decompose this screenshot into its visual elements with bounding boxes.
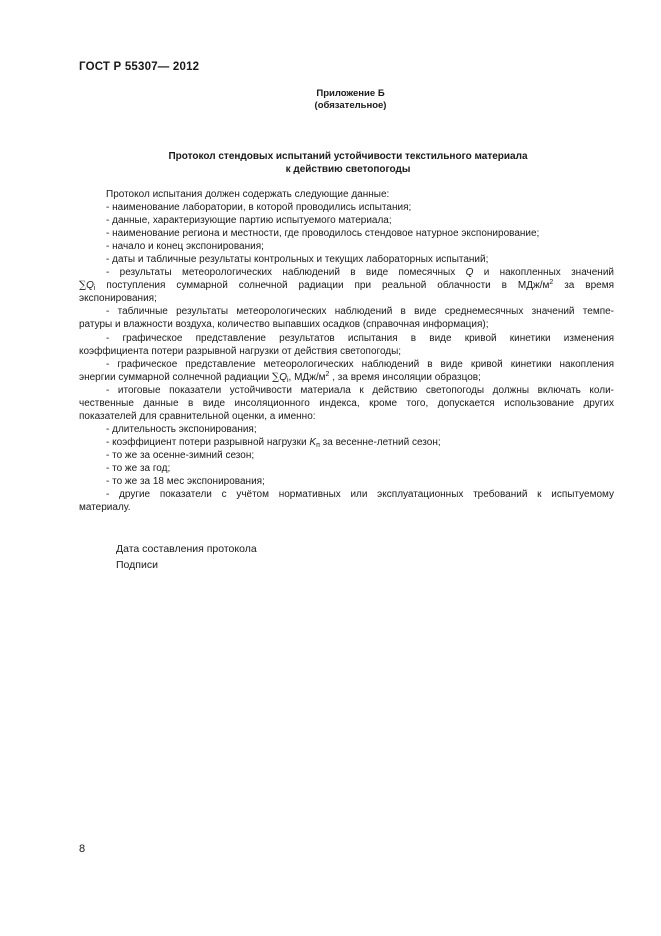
list-item: - графическое представление результатов испытания в виде кривой кинетики изменения [106, 332, 614, 344]
page-number: 8 [79, 843, 86, 855]
list-item: - наименование региона и местности, где проводилось стендовое натурное экспонирование; [106, 228, 540, 240]
list-item: - другие показатели с учётом нормативных или эксплуатационных требований к испытуемому [106, 489, 614, 501]
list-item-continuation: чественные данные в виде инсоляционного индекса, кроме того, допускается использование других [79, 397, 614, 409]
appendix-status: (обязательное) [314, 100, 387, 111]
list-item-continuation: $\sum Q_i$ поступления суммарной солнечной радиации при реальной облачности в МДж/$м^2$ за время [79, 279, 614, 293]
list-item: - начало и конец экспонирования; [106, 241, 264, 253]
sub-item: - то же за 18 мес экспонирования; [106, 476, 265, 488]
sub-item: - то же за осенне-зимний сезон; [106, 449, 255, 461]
list-item: - результаты метеорологических наблюдений в виде помесячных Q и накопленных значений [106, 267, 614, 279]
signature-block [116, 541, 257, 573]
appendix-label: Приложение Б [316, 88, 385, 99]
protocol-date-label: Дата составления протокола [116, 543, 257, 555]
list-item: - табличные результаты метеорологических наблюдений в виде среднемесячных значений темпе- [106, 306, 614, 318]
intro-line: Протокол испытания должен содержать следующие данные: [106, 189, 390, 200]
list-item: - данные, характеризующие партию испытуемого материала; [106, 215, 392, 227]
title-line-1: Протокол стендовых испытаний устойчивости текстильного материала [168, 151, 528, 162]
list-item-continuation: материалу. [79, 502, 131, 514]
list-item-continuation: энергии суммарной солнечной радиации $\sum Q_i$, МДж/$м^2$ , за время инсоляции образцов; [79, 370, 481, 384]
title-line-2: к действию светопогоды [285, 164, 411, 175]
appendix-heading [0, 88, 661, 112]
list-item: - графическое представление метеорологических наблюдений в виде кривой кинетики накопления [106, 358, 614, 370]
list-item-continuation: экспонирования; [79, 293, 157, 305]
list-item: - итоговые показатели устойчивости материала к действию светопогоды должны включать коли- [106, 384, 614, 396]
sub-item: - коэффициент потери разрывной нагрузки $K_п$ за весенне-летний сезон; [106, 436, 441, 449]
protocol-body [79, 188, 614, 514]
standard-code: ГОСТ Р 55307— 2012 [79, 61, 200, 73]
list-item-continuation: показателей для сравнительной оценки, а именно: [79, 410, 316, 422]
list-item: - наименование лаборатории, в которой проводились испытания; [106, 202, 412, 214]
sub-item: - то же за год; [106, 462, 171, 474]
sub-item: - длительность экспонирования; [106, 423, 257, 435]
signatures-label: Подписи [116, 559, 158, 571]
list-item-continuation: коэффициента потери разрывной нагрузки от действия светопогоды; [79, 345, 402, 357]
protocol-title [0, 150, 661, 176]
list-item-continuation: ратуры и влажности воздуха, количество выпавших осадков (справочная информация); [79, 319, 489, 331]
list-item: - даты и табличные результаты контрольных и текущих лабораторных испытаний; [106, 254, 489, 266]
